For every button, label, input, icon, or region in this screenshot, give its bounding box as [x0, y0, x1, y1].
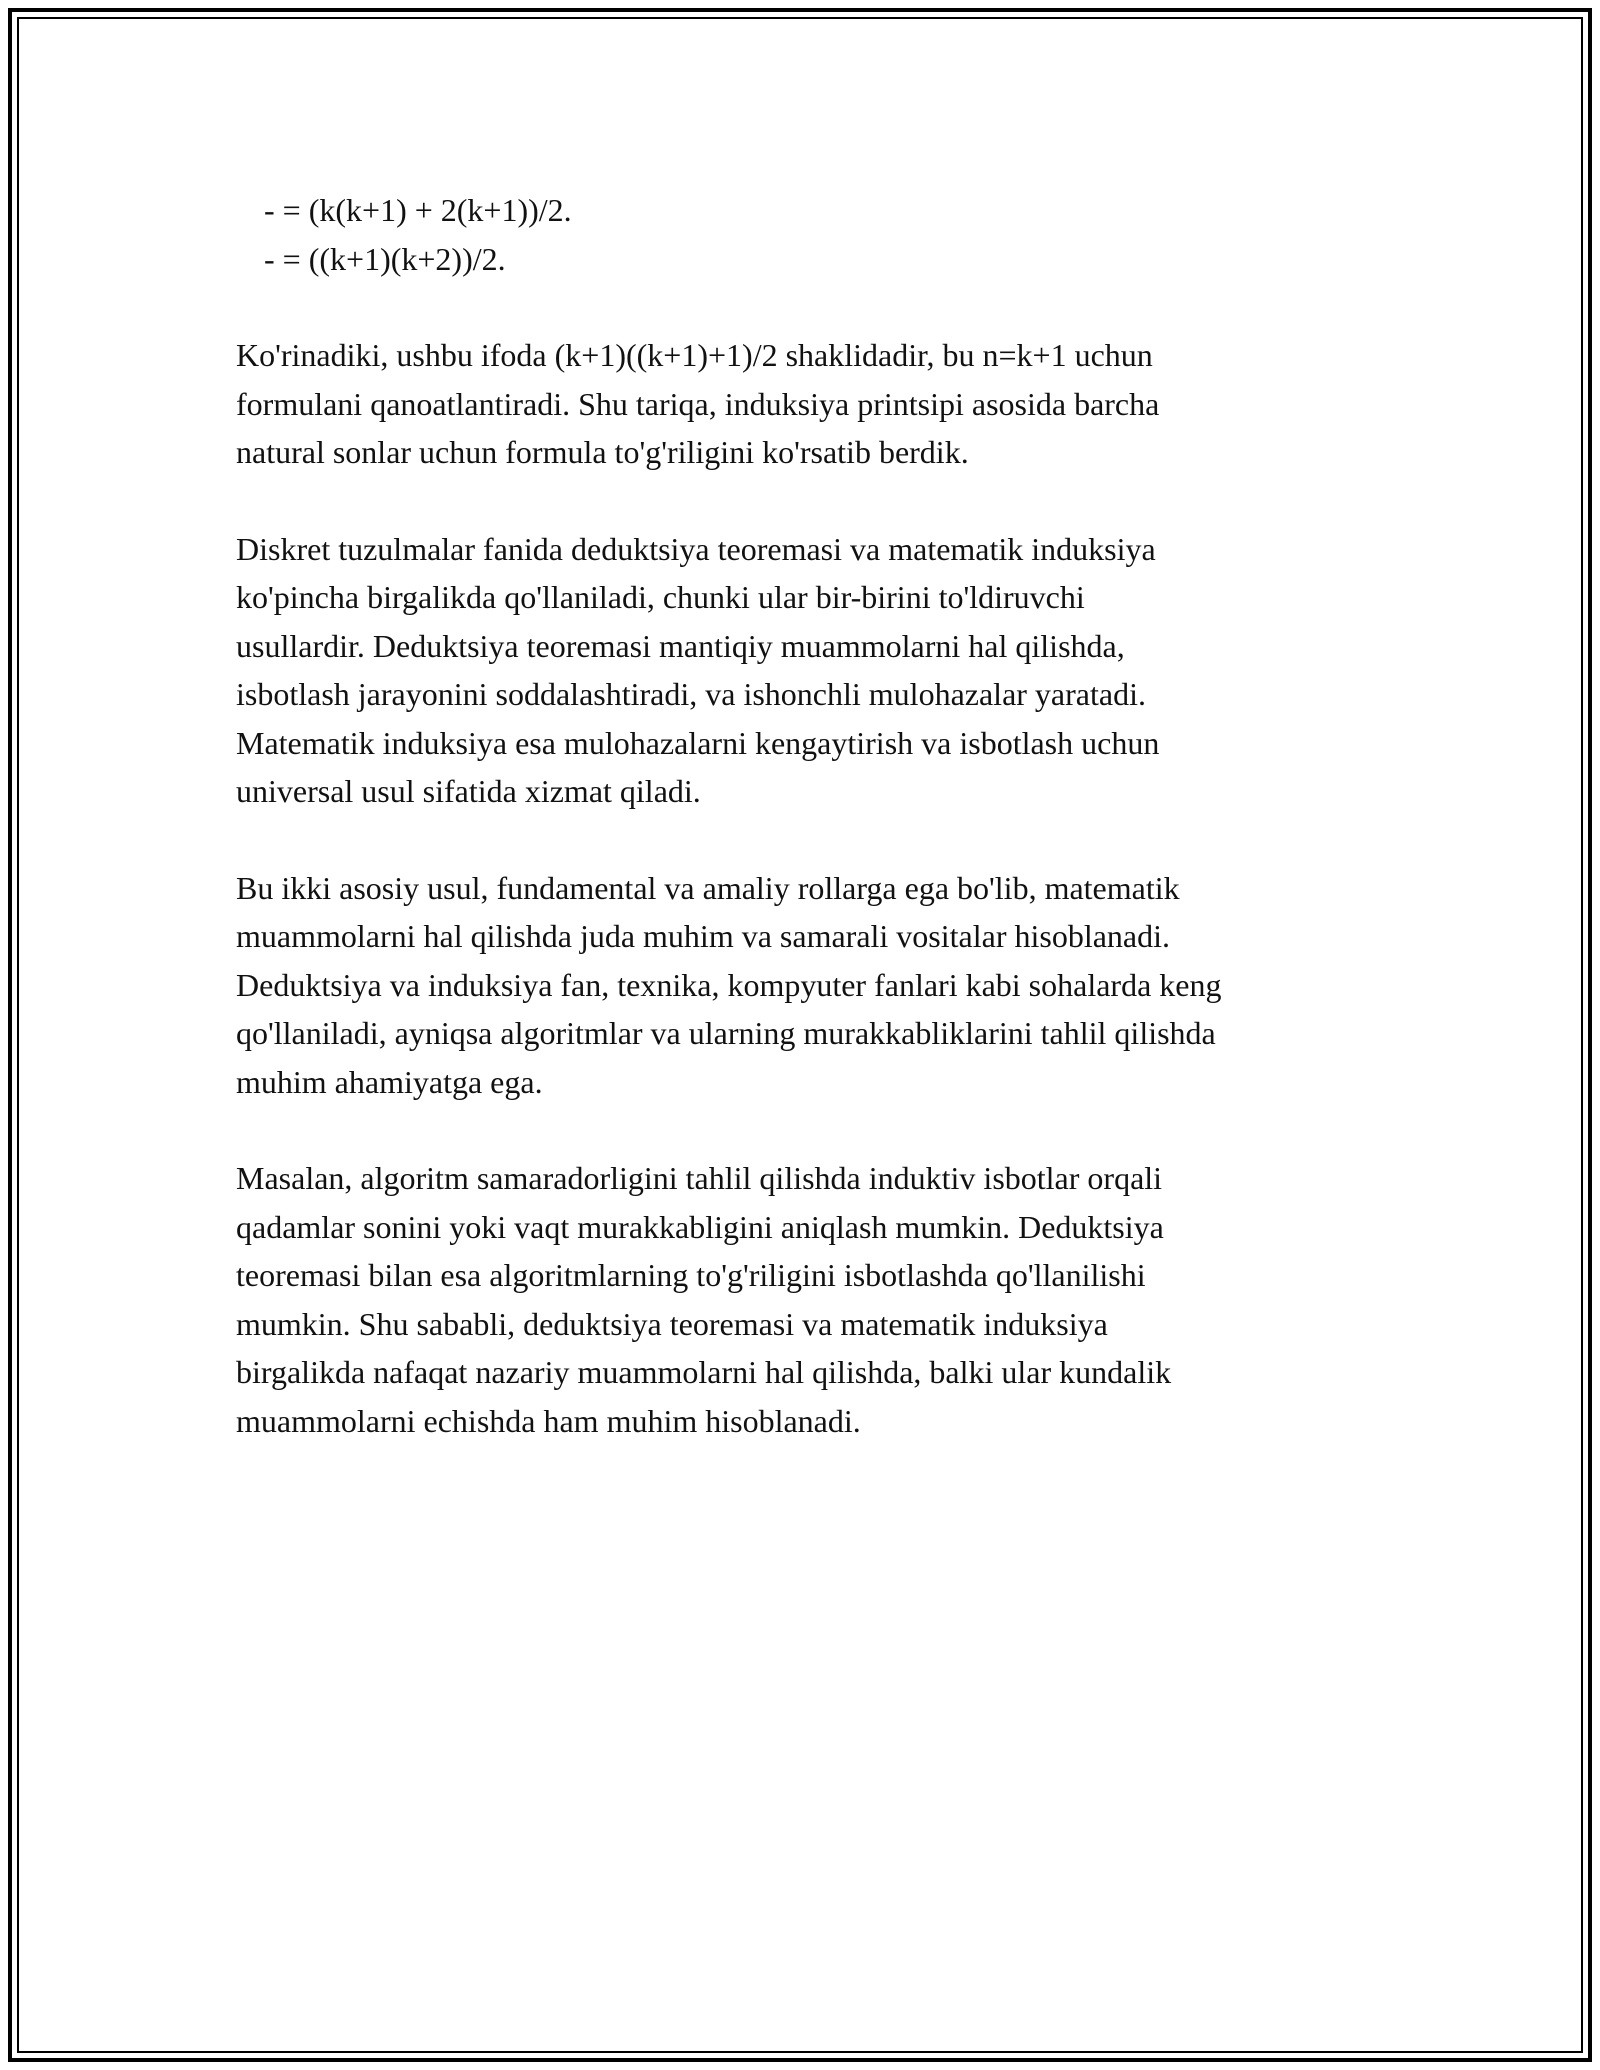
paragraph-discrete-structures [236, 525, 1376, 816]
paragraph-example [236, 1154, 1376, 1445]
text-line: muhim ahamiyatga ega. [236, 1063, 543, 1100]
paragraph-conclusion [236, 331, 1376, 477]
text-line: universal usul sifatida xizmat qiladi. [236, 773, 701, 809]
text-line: mumkin. Shu sababli, deduktsiya teoremasi va matematik induksiya [236, 1305, 1108, 1342]
document-body [236, 186, 1376, 1445]
text-line: teoremasi bilan esa algoritmlarning to'g'riligini isbotlashda qo'llanilishi [236, 1257, 1146, 1293]
text-line: Diskret tuzulmalar fanida deduktsiya teoremasi va matematik induksiya [236, 530, 1156, 567]
paragraph-two-methods [236, 864, 1376, 1107]
text-line: Ko'rinadiki, ushbu ifoda (k+1)((k+1)+1)/2 shaklidadir, bu n=k+1 uchun [236, 337, 1153, 373]
text-line: Matematik induksiya esa mulohazalarni kengaytirish va isbotlash uchun [236, 724, 1160, 761]
text-line: ko'pincha birgalikda qo'llaniladi, chunki ular bir-birini to'ldiruvchi [236, 579, 1085, 615]
text-line: Masalan, algoritm samaradorligini tahlil qilishda induktiv isbotlar orqali [236, 1160, 1163, 1196]
formula-line: - = (k(k+1) + 2(k+1))/2. [264, 192, 572, 228]
text-line: qadamlar sonini yoki vaqt murakkabligini aniqlash mumkin. Deduktsiya [236, 1208, 1164, 1245]
text-line: isbotlash jarayonini soddalashtiradi, va ishonchli mulohazalar yaratadi. [236, 676, 1146, 712]
text-line: Bu ikki asosiy usul, fundamental va amaliy rollarga ega bo'lib, matematik [236, 869, 1180, 906]
text-line: muammolarni hal qilishda juda muhim va samarali vositalar hisoblanadi. [236, 918, 1171, 954]
text-line: muammolarni echishda ham muhim hisoblanadi. [236, 1402, 861, 1439]
text-line: natural sonlar uchun formula to'g'riligini ko'rsatib berdik. [236, 434, 969, 470]
text-line: usullardir. Deduktsiya teoremasi mantiqiy muammolarni hal qilishda, [236, 627, 1125, 664]
formula-line: - = ((k+1)(k+2))/2. [264, 240, 506, 277]
text-line: Deduktsiya va induksiya fan, texnika, kompyuter fanlari kabi sohalarda keng [236, 966, 1222, 1003]
text-line: formulani qanoatlantiradi. Shu tariqa, induksiya printsipi asosida barcha [236, 385, 1160, 422]
text-line: qo'llaniladi, ayniqsa algoritmlar va ularning murakkabliklarini tahlil qilishda [236, 1015, 1216, 1051]
text-line: birgalikda nafaqat nazariy muammolarni hal qilishda, balki ular kundalik [236, 1354, 1172, 1390]
formula-block [236, 186, 1376, 283]
